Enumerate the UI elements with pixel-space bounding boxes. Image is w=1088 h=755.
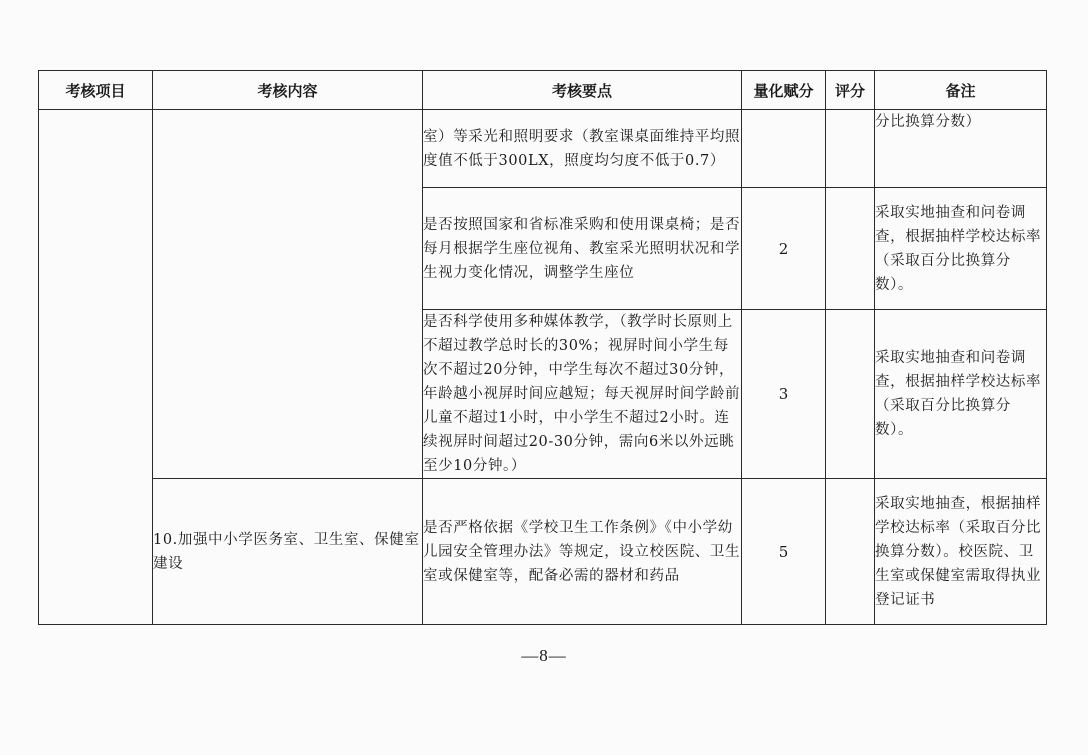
rating-cell xyxy=(826,479,875,625)
header-item: 考核项目 xyxy=(39,71,153,110)
header-notes: 备注 xyxy=(875,71,1047,110)
content-cell: 10.加强中小学医务室、卫生室、保健室建设 xyxy=(153,479,423,625)
content-cell xyxy=(153,110,423,479)
notes-cell: 采取实地抽查，根据抽样学校达标率（采取百分比换算分数）。校医院、卫生室或保健室需取得执业登记证书 xyxy=(875,479,1047,625)
table-header-row xyxy=(39,71,1047,110)
rating-cell xyxy=(826,188,875,310)
item-cell xyxy=(39,110,153,625)
notes-cell: 采取实地抽查和问卷调查，根据抽样学校达标率（采取百分比换算分数）。 xyxy=(875,310,1047,479)
rating-cell xyxy=(826,110,875,188)
score-cell: 3 xyxy=(742,310,826,479)
points-cell: 是否严格依据《学校卫生工作条例》《中小学幼儿园安全管理办法》等规定，设立校医院、卫生室或保健室等，配备必需的器材和药品 xyxy=(423,479,742,625)
points-cell: 室）等采光和照明要求（教室课桌面维持平均照度值不低于300LX，照度均匀度不低于0.7） xyxy=(423,110,742,188)
table-row xyxy=(39,479,1047,625)
score-cell: 2 xyxy=(742,188,826,310)
points-cell: 是否按照国家和省标准采购和使用课桌椅；是否每月根据学生座位视角、教室采光照明状况和学生视力变化情况，调整学生座位 xyxy=(423,188,742,310)
notes-cell: 采取实地抽查和问卷调查，根据抽样学校达标率（采取百分比换算分数）。 xyxy=(875,188,1047,310)
assessment-table xyxy=(38,70,1047,625)
header-points: 考核要点 xyxy=(423,71,742,110)
header-score: 量化赋分 xyxy=(742,71,826,110)
page-number: —8— xyxy=(521,646,567,665)
header-content: 考核内容 xyxy=(153,71,423,110)
header-rating: 评分 xyxy=(826,71,875,110)
notes-cell: 分比换算分数） xyxy=(875,110,1047,188)
table-row xyxy=(39,110,1047,188)
score-cell xyxy=(742,110,826,188)
rating-cell xyxy=(826,310,875,479)
points-cell: 是否科学使用多种媒体教学，（教学时长原则上不超过教学总时长的30%；视屏时间小学生每次不超过20分钟，中学生每次不超过30分钟，年龄越小视屏时间应越短；每天视屏时间学龄前儿童不超过1小时，中小学生不超过2小时。连续视屏时间超过20-30分钟，需向6米以外远眺至少10分钟。） xyxy=(423,310,742,479)
score-cell: 5 xyxy=(742,479,826,625)
